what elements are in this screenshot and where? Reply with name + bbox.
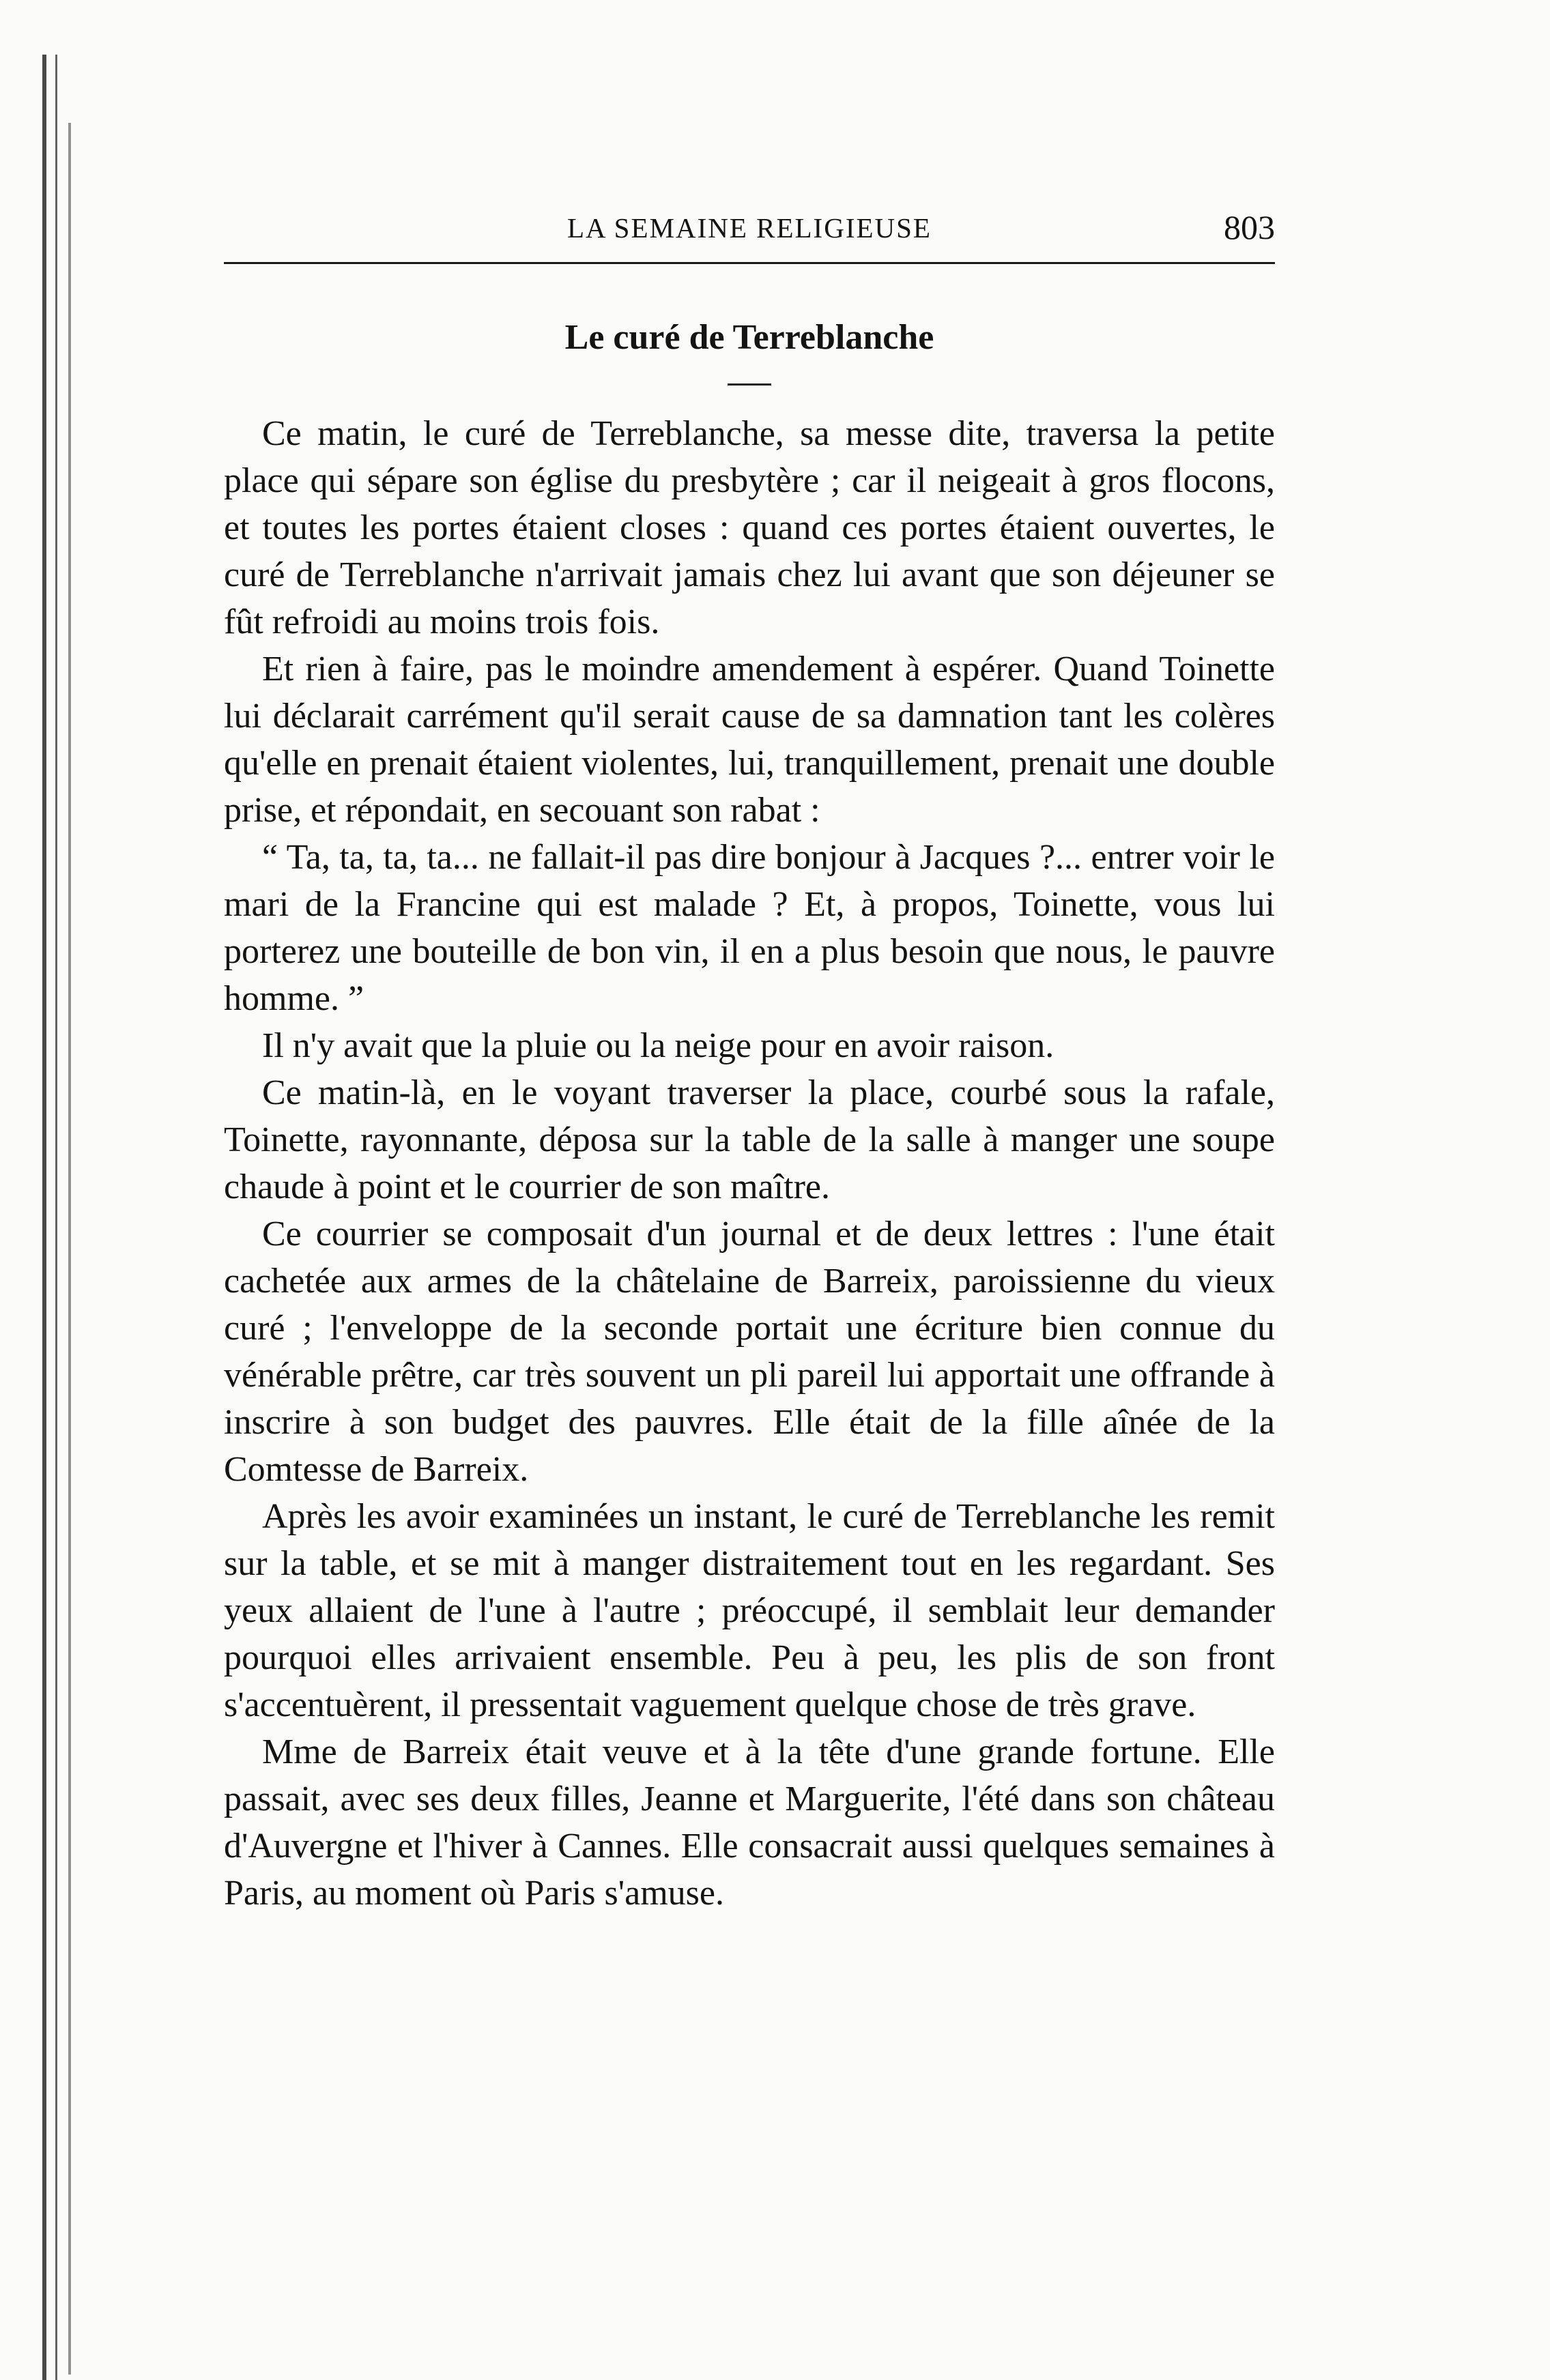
paragraph: “ Ta, ta, ta, ta... ne fallait-il pas dire bonjour à Jacques ?... entrer voir le mari de la Francine qui est malade ? Et, à propos, Toinette, vous lui porterez une bouteille de bon vin, il en a plus besoin que nous, le pauvre homme. ”	[224, 838, 1275, 1018]
running-head	[224, 205, 1275, 259]
binding-edge	[42, 55, 57, 2380]
paragraph: Après les avoir examinées un instant, le curé de Terreblanche les remit sur la table, et se mit à manger distraitement tout en les regardant. Ses yeux allaient de l'une à l'autre ; préoccupé, il semblait leur demander pourquoi elles arrivaient ensemble. Peu à peu, les plis de son front s'accentuèrent, il pressentait vaguement quelque chose de très grave.	[224, 1497, 1275, 1724]
paragraph: Ce courrier se composait d'un journal et de deux lettres : l'une était cachetée aux armes de la châtelaine de Barreix, paroissienne du vieux curé ; l'enveloppe de la seconde portait une écriture bien connue du vénérable prêtre, car très souvent un pli pareil lui apportait une offrande à inscrire à son budget des pauvres. Elle était de la fille aînée de la Comtesse de Barreix.	[224, 1215, 1275, 1489]
paragraph: Ce matin, le curé de Terreblanche, sa messe dite, traversa la petite place qui sépare son église du presbytère ; car il neigeait à gros flocons, et toutes les portes étaient closes : quand ces portes étaient ouvertes, le curé de Terreblanche n'arrivait jamais chez lui avant que son déjeuner se fût refroidi au moins trois fois.	[224, 414, 1275, 641]
title-dash	[728, 383, 771, 386]
page-number: 803	[1224, 208, 1275, 246]
binding-shadow	[68, 123, 71, 2375]
article-title: Le curé de Terreblanche	[564, 318, 934, 357]
article-body	[224, 410, 1275, 1917]
paragraph: Et rien à faire, pas le moindre amendement à espérer. Quand Toinette lui déclarait carrément qu'il serait cause de sa damnation tant les colères qu'elle en prenait étaient violentes, lui, tranquillement, prenait une double prise, et répondait, en secouant son rabat :	[224, 650, 1275, 830]
book-page	[224, 205, 1275, 1917]
running-title: LA SEMAINE RELIGIEUSE	[567, 212, 932, 244]
paragraph: Mme de Barreix était veuve et à la tête d'une grande fortune. Elle passait, avec ses deux filles, Jeanne et Marguerite, l'été dans son château d'Auvergne et l'hiver à Cannes. Elle consacrait aussi quelques semaines à Paris, au moment où Paris s'amuse.	[224, 1732, 1275, 1913]
header-rule	[224, 262, 1275, 264]
paragraph: Il n'y avait que la pluie ou la neige pour en avoir raison.	[262, 1026, 1054, 1065]
paragraph: Ce matin-là, en le voyant traverser la place, courbé sous la rafale, Toinette, rayonnante, déposa sur la table de la salle à manger une soupe chaude à point et le courrier de son maître.	[224, 1073, 1275, 1206]
